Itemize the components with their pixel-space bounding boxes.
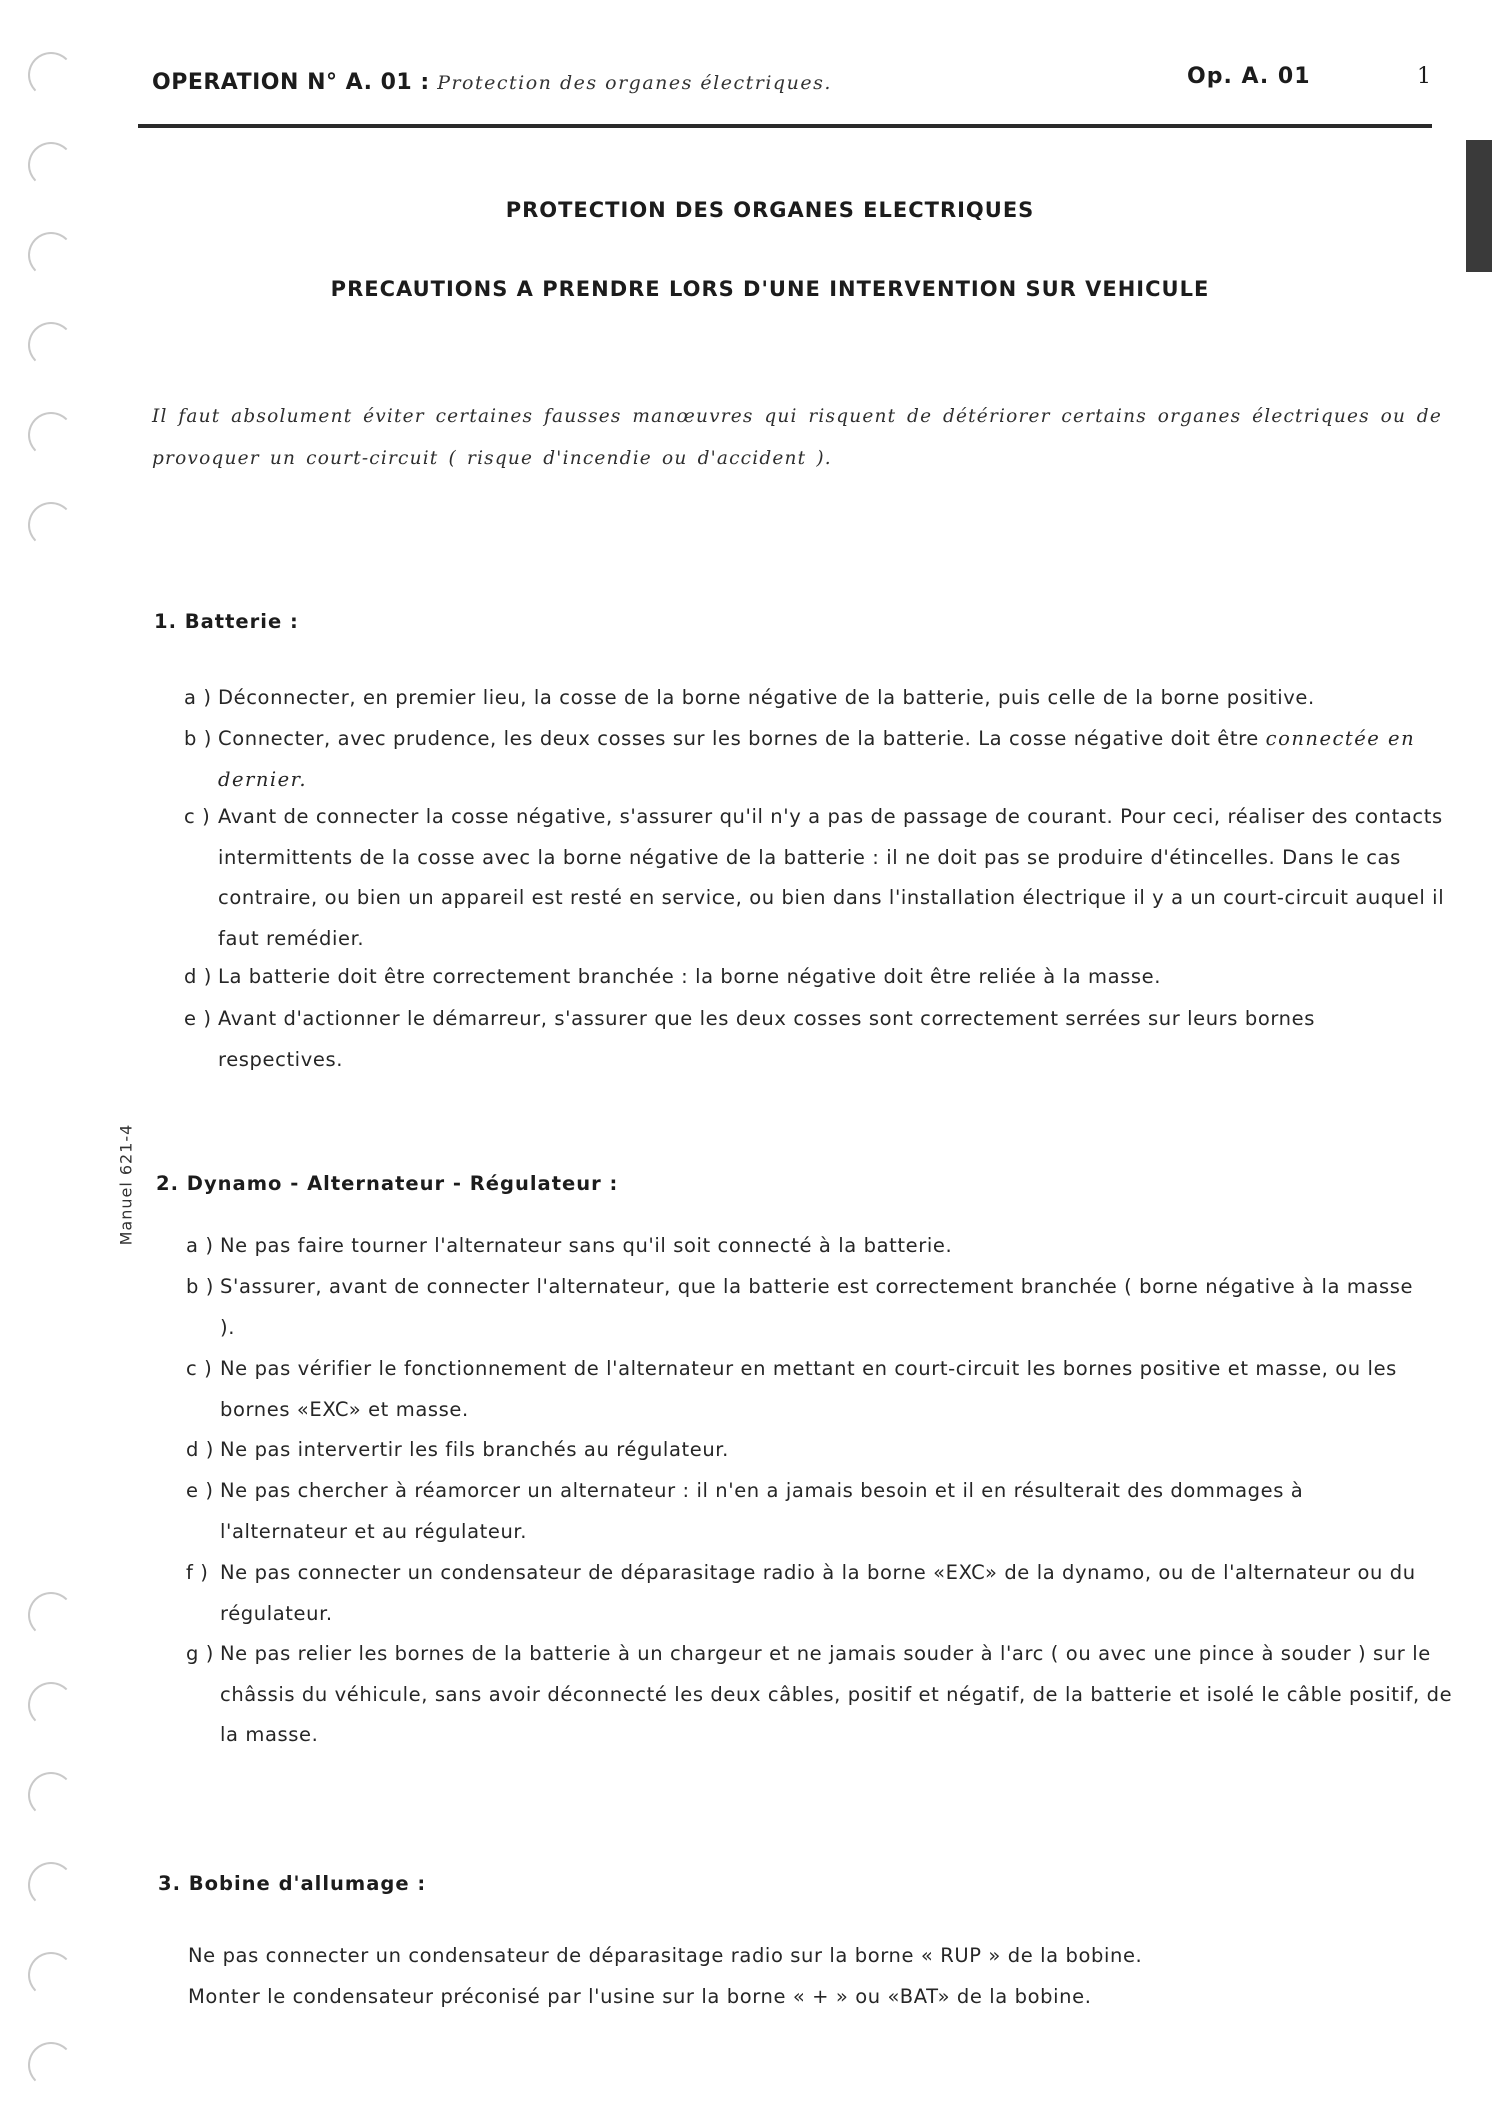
item-label: d ): [186, 1438, 214, 1461]
list-item: [184, 678, 1474, 719]
item-label: e ): [186, 1479, 214, 1502]
item-text: La batterie doit être correctement branchée : la borne négative doit être reliée à la masse.: [218, 965, 1162, 988]
list-item: [184, 797, 1474, 959]
item-text: Connecter, avec prudence, les deux cosses sur les bornes de la batterie. La cosse négative doit être: [218, 727, 1266, 750]
item-text: Déconnecter, en premier lieu, la cosse de la borne négative de la batterie, puis celle de la borne positive.: [218, 686, 1315, 709]
operation-label: OPERATION N° A. 01 :: [152, 70, 430, 95]
item-label: c ): [184, 805, 211, 828]
section-heading-batterie: 1. Batterie :: [154, 610, 299, 633]
list-item: [186, 1349, 1456, 1430]
binder-hole: [28, 1772, 74, 1818]
item-text: Ne pas connecter un condensateur de déparasitage radio à la borne «EXC» de la dynamo, ou de l'alternateur ou du régulateur.: [220, 1561, 1416, 1625]
page-number: 1: [1417, 64, 1431, 89]
header-divider: [138, 124, 1432, 128]
list-item: [186, 1430, 1456, 1471]
item-label: f ): [186, 1561, 209, 1584]
manual-reference: Manuel 621-4: [116, 1123, 136, 1246]
item-text: Ne pas intervertir les fils branchés au régulateur.: [220, 1438, 729, 1461]
list-item: [186, 1634, 1466, 1756]
item-text: Avant de connecter la cosse négative, s'assurer qu'il n'y a pas de passage de courant. Pour ceci, réaliser des contacts intermittents de la cosse avec la borne négative de la batterie : il ne doit pas se produire d'étincelles. Dans le cas contraire, ou bien un appareil est resté en service, ou bien dans l'installation électrique il y a un court-circuit auquel il faut remédier.: [218, 805, 1445, 950]
item-label: b ): [184, 727, 212, 750]
instruction-line: Monter le condensateur préconisé par l'usine sur la borne « + » ou «BAT» de la bobine.: [188, 1985, 1092, 2008]
list-item: [186, 1553, 1446, 1634]
page-title: PROTECTION DES ORGANES ELECTRIQUES: [505, 198, 1035, 222]
section-heading-dynamo: 2. Dynamo - Alternateur - Régulateur :: [156, 1172, 619, 1195]
item-label: e ): [184, 1007, 212, 1030]
operation-title: [152, 70, 832, 95]
binder-hole: [28, 2042, 74, 2088]
binder-hole: [28, 1682, 74, 1728]
item-label: c ): [186, 1357, 213, 1380]
item-text: Ne pas faire tourner l'alternateur sans qu'il soit connecté à la batterie.: [220, 1234, 953, 1257]
binder-hole: [28, 322, 74, 368]
binder-hole: [28, 502, 74, 548]
binder-hole: [28, 1592, 74, 1638]
page-subtitle: PRECAUTIONS A PRENDRE LORS D'UNE INTERVENTION SUR VEHICULE: [330, 277, 1210, 301]
margin-label: [116, 1123, 136, 1246]
item-label: b ): [186, 1275, 214, 1298]
list-item: [186, 1226, 1476, 1267]
instruction-line: Ne pas connecter un condensateur de déparasitage radio sur la borne « RUP » de la bobine.: [188, 1944, 1143, 1967]
item-label: d ): [184, 965, 212, 988]
item-text-emphasis: connectée en dernier.: [218, 727, 1416, 791]
binder-hole: [28, 52, 74, 98]
page-header: [152, 62, 1432, 102]
item-text: S'assurer, avant de connecter l'alternateur, que la batterie est correctement branchée ( borne négative à la masse ).: [220, 1275, 1414, 1339]
list-item: [184, 719, 1464, 800]
item-label: a ): [186, 1234, 214, 1257]
item-label: g ): [186, 1642, 214, 1665]
list-item: [186, 1471, 1406, 1552]
operation-subtitle: Protection des organes électriques.: [437, 72, 832, 94]
list-item: [184, 957, 1474, 998]
item-text: Ne pas relier les bornes de la batterie à un chargeur et ne jamais souder à l'arc ( ou avec une pince à souder ) sur le châssis du véhicule, sans avoir déconnecté les deux câbles, positif et négatif, de la batterie et isolé le câble positif, de la masse.: [220, 1642, 1453, 1746]
binder-hole: [28, 232, 74, 278]
binder-hole: [28, 412, 74, 458]
section-heading-bobine: 3. Bobine d'allumage :: [158, 1872, 427, 1895]
item-label: a ): [184, 686, 212, 709]
binder-hole: [28, 142, 74, 188]
binder-hole: [28, 1862, 74, 1908]
operation-reference: Op. A. 01: [1187, 64, 1311, 89]
intro-paragraph: Il faut absolument éviter certaines fausses manœuvres qui risquent de détériorer certains organes électriques ou de provoquer un court-circuit ( risque d'incendie ou d'accident ).: [152, 406, 1442, 469]
item-text: Ne pas vérifier le fonctionnement de l'alternateur en mettant en court-circuit les bornes positive et masse, ou les bornes «EXC» et masse.: [220, 1357, 1397, 1421]
list-item: [184, 999, 1404, 1080]
item-text: Avant d'actionner le démarreur, s'assurer que les deux cosses sont correctement serrées sur leurs bornes respectives.: [218, 1007, 1315, 1071]
binder-hole: [28, 1952, 74, 1998]
list-item: [186, 1267, 1416, 1348]
item-text: Ne pas chercher à réamorcer un alternateur : il n'en a jamais besoin et il en résulterait des dommages à l'alternateur et au régulateur.: [220, 1479, 1304, 1543]
